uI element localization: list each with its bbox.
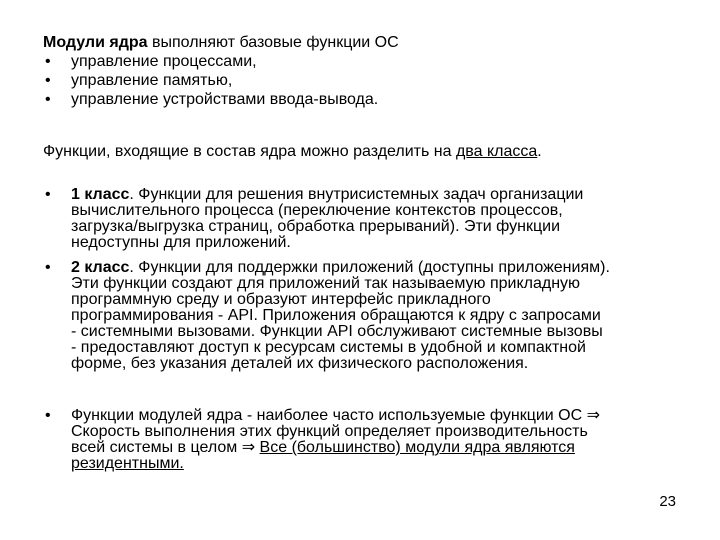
- intro-title: Модули ядра выполняют базовые функции ОС: [43, 34, 399, 51]
- intro-bullet: • управление памятью,: [45, 72, 233, 89]
- bullet-icon: •: [45, 407, 51, 424]
- classes-sentence: Функции, входящие в состав ядра можно разделить на два класса.: [43, 143, 542, 160]
- class-item-1: • 1 класс. Функции для решения внутрисистемных задач организации вычислительного процесса (переключение контекстов процессов, загрузка/выгрузка страниц, обработка прерываний). Эти функции недоступны для приложений.: [45, 186, 584, 251]
- intro-bullet: • управление устройствами ввода-вывода.: [45, 91, 379, 108]
- page-number: 23: [659, 493, 676, 510]
- class-item-2: • 2 класс. Функции для поддержки приложений (доступны приложениям). Эти функции создают для приложений так называемую прикладную программную среду и образуют интерфейс прикладного программирования - API. Приложения обращаются к ядру с запросами - системными вызовами. Функции API обслуживают системные вызовы - предоставляют доступ к ресурсам системы в удобной и компактной форме, без указания деталей их физического расположения.: [45, 259, 610, 372]
- bullet-icon: •: [45, 53, 51, 70]
- bullet-icon: •: [45, 259, 51, 276]
- bullet-icon: •: [45, 72, 51, 89]
- intro-bullet: • управление процессами,: [45, 53, 257, 70]
- bullet-icon: •: [45, 91, 51, 108]
- final-item: • Функции модулей ядра - наиболее часто используемые функции ОС ⇒ Скорость выполнения этих функций определяет производительность всей системы в целом ⇒ Все (большинство) модули ядра являются резидентными.: [45, 407, 601, 472]
- bullet-icon: •: [45, 186, 51, 203]
- intro-block: [43, 33, 688, 109]
